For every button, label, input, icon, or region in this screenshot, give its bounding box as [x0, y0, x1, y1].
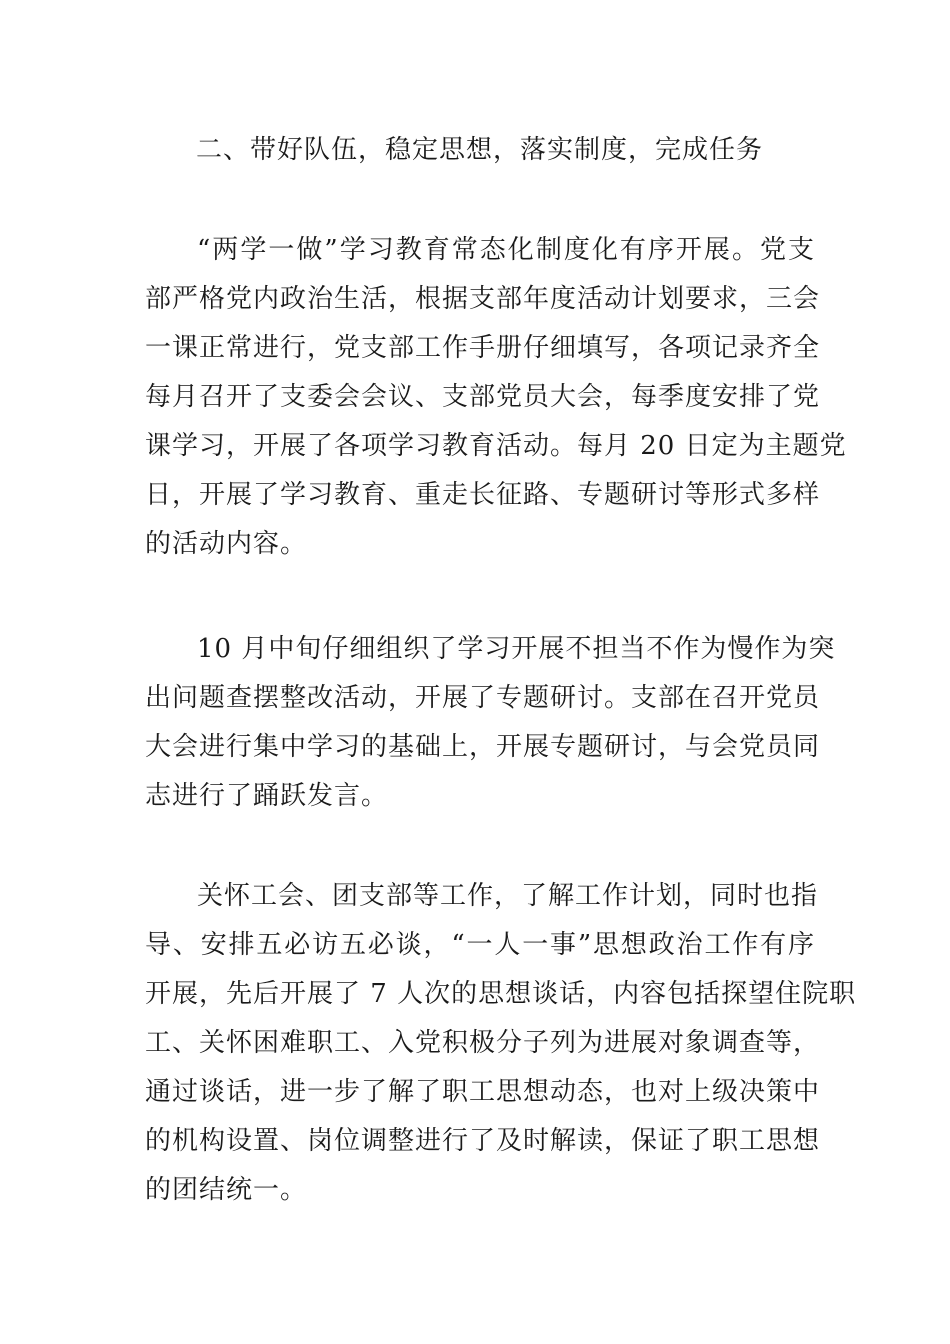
text-line: “两学一做”学习教育常态化制度化有序开展。党支 [197, 235, 815, 265]
text-line: 的机构设置、岗位调整进行了及时解读，保证了职工思想 [145, 1126, 821, 1156]
text-line: 大会进行集中学习的基础上，开展专题研讨，与会党员同 [145, 732, 821, 762]
text-line: 一课正常进行，党支部工作手册仔细填写，各项记录齐全 [145, 333, 821, 363]
text-line: 导、安排五必访五必谈，“一人一事”思想政治工作有序 [145, 930, 815, 960]
text-line: 日，开展了学习教育、重走长征路、专题研讨等形式多样 [145, 480, 821, 510]
text-line: 部严格党内政治生活，根据支部年度活动计划要求，三会 [145, 284, 821, 314]
text-line: 的团结统一。 [145, 1175, 308, 1205]
paragraph-party-activities [145, 226, 847, 569]
text-line: 开展，先后开展了 7 人次的思想谈话，内容包括探望住院职 [145, 979, 857, 1009]
text-line: 出问题查摆整改活动，开展了专题研讨。支部在召开党员 [145, 683, 821, 713]
text-line: 的活动内容。 [145, 529, 308, 559]
paragraph-staff-care [145, 872, 857, 1215]
section-heading: 二、带好队伍，稳定思想，落实制度，完成任务 [196, 135, 764, 165]
paragraph-october-study [145, 625, 836, 821]
text-line: 课学习，开展了各项学习教育活动。每月 20 日定为主题党 [145, 431, 847, 461]
text-line: 志进行了踊跃发言。 [145, 781, 389, 811]
text-line: 通过谈话，进一步了解了职工思想动态，也对上级决策中 [145, 1077, 821, 1107]
text-line: 工、关怀困难职工、入党积极分子列为进展对象调查等， [145, 1028, 821, 1058]
text-line: 关怀工会、团支部等工作，了解工作计划，同时也指 [197, 881, 819, 911]
text-line: 每月召开了支委会会议、支部党员大会，每季度安排了党 [145, 382, 821, 412]
text-line: 10 月中旬仔细组织了学习开展不担当不作为慢作为突 [197, 634, 836, 664]
